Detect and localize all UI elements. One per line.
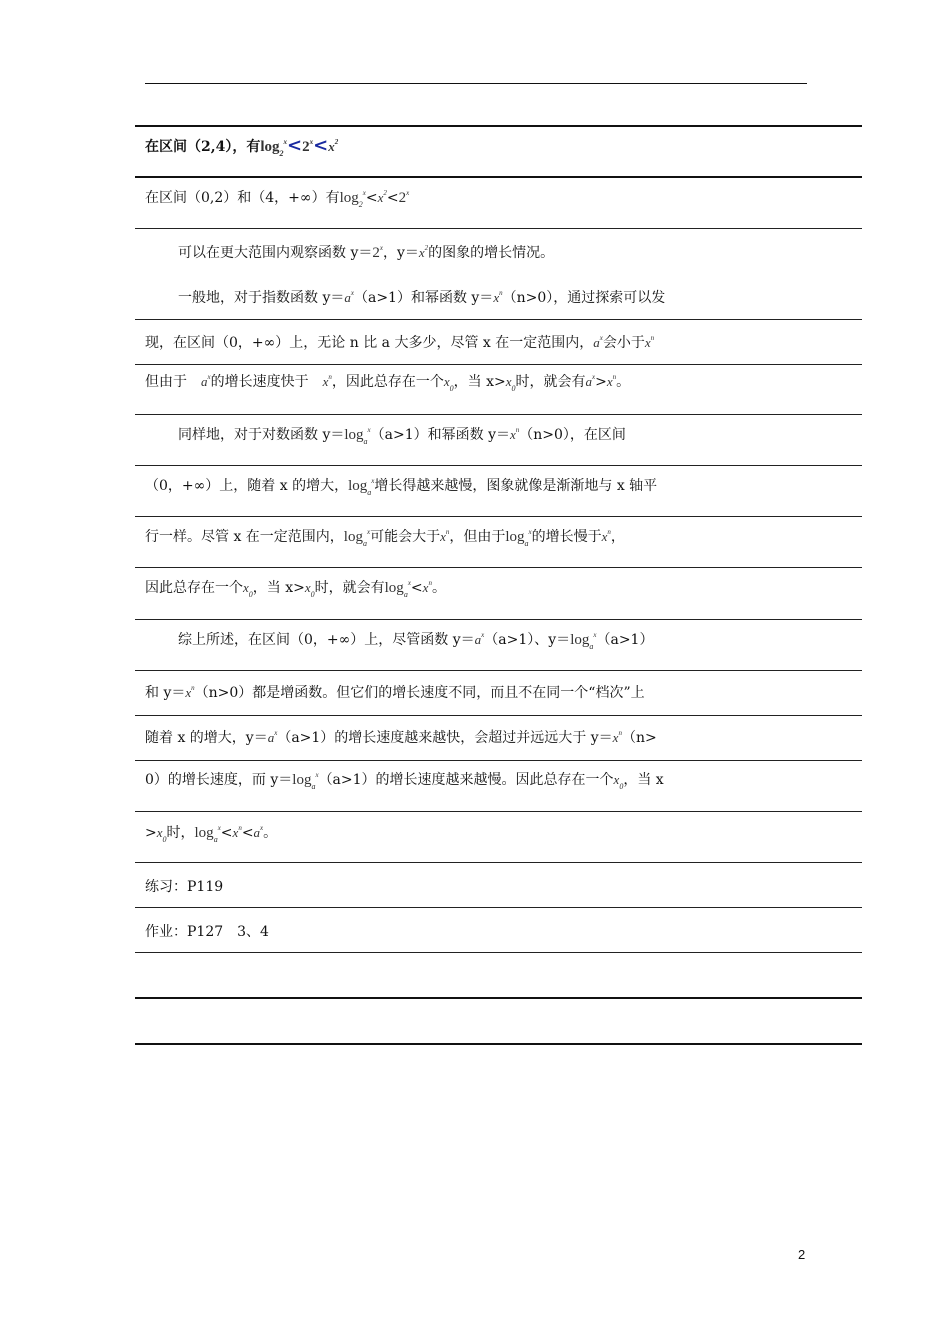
header-rule	[145, 83, 807, 84]
paragraph-line: 随着 x 的增大，$y=a^x(a>1)$的增长速度越来越快，会超过并远远大于 $y=x^n(n>$	[145, 729, 657, 746]
paragraph-line: 综上所述，在区间（0，+∞）上，尽管函数 $y=a^x(a>1)$、$y=\log_a^x(a>1)$	[178, 631, 654, 651]
paragraph-line: 和 $y=x^n(n>0)$都是增函数。但它们的增长速度不同，而且不在同一个“档次”上	[145, 684, 645, 701]
paragraph-line: 0）的增长速度，而 $y=\log_a^x(a>1)$的增长速度越来越慢。因此总存在一个$x_0$，当 x	[145, 771, 664, 791]
rule	[135, 715, 862, 716]
table-top-rule	[135, 125, 862, 127]
paragraph-line: 现，在区间（0，+∞）上，无论 n 比 a 大多少，尽管 x 在一定范围内，$a^x$会小于$x^n$	[145, 334, 655, 351]
rule	[135, 364, 862, 365]
rule	[135, 516, 862, 517]
paragraph-line: 行一样。尽管 x 在一定范围内，$\log_a^x$可能会大于$x^n$，但由于$\log_a^x$的增长慢于$x^n$，	[145, 528, 625, 548]
rule	[135, 862, 862, 863]
rule	[135, 414, 862, 415]
row-interval-0-2: 在区间（0,2）和（4，+∞）有$\log_2^x<x^2<2^x$	[145, 189, 410, 209]
rule	[135, 670, 862, 671]
rule	[135, 176, 862, 178]
rule	[135, 567, 862, 568]
row-interval-2-4: 在区间（2,4），有$\log_2^x<2^x<x^2$	[145, 135, 339, 158]
paragraph-line: $>x_0$时，$\log_a^x<x^n<a^x$。	[145, 824, 278, 844]
exercise-line: 练习：P119	[145, 879, 224, 895]
rule	[135, 619, 862, 620]
homework-line: 作业：P127 3、4	[145, 924, 269, 940]
rule	[135, 465, 862, 466]
paragraph-line: 一般地，对于指数函数 $y=a^x(a>1)$和幂函数 $y=x^n(n>0)$，通过探索可以发	[178, 289, 666, 306]
rule	[135, 760, 862, 761]
rule	[135, 228, 862, 229]
paragraph-line: （0，+∞）上，随着 x 的增大，$\log_a^x$增长得越来越慢，图象就像是渐渐地与 x 轴平	[145, 477, 658, 497]
paragraph-line: 但由于 $a^x$的增长速度快于 $x^n$，因此总存在一个$x_0$，当 $x>x_0$时，就会有$a^x>x^n$。	[145, 373, 631, 393]
rule	[135, 907, 862, 908]
rule	[135, 319, 862, 320]
paragraph-line: 因此总存在一个$x_0$，当 $x>x_0$时，就会有$\log_a^x<x^n$。	[145, 579, 446, 599]
paragraph-line: 可以在更大范围内观察函数 $y=2^x$，$y=x^2$的图象的增长情况。	[178, 244, 555, 261]
page-number: 2	[798, 1247, 806, 1262]
rule	[135, 952, 862, 953]
table-bottom-rule	[135, 1043, 862, 1045]
paragraph-line: 同样地，对于对数函数 $y=\log_a^x(a>1)$和幂函数 $y=x^n(n>0)$，在区间	[178, 426, 626, 446]
rule	[135, 811, 862, 812]
rule	[135, 997, 862, 999]
